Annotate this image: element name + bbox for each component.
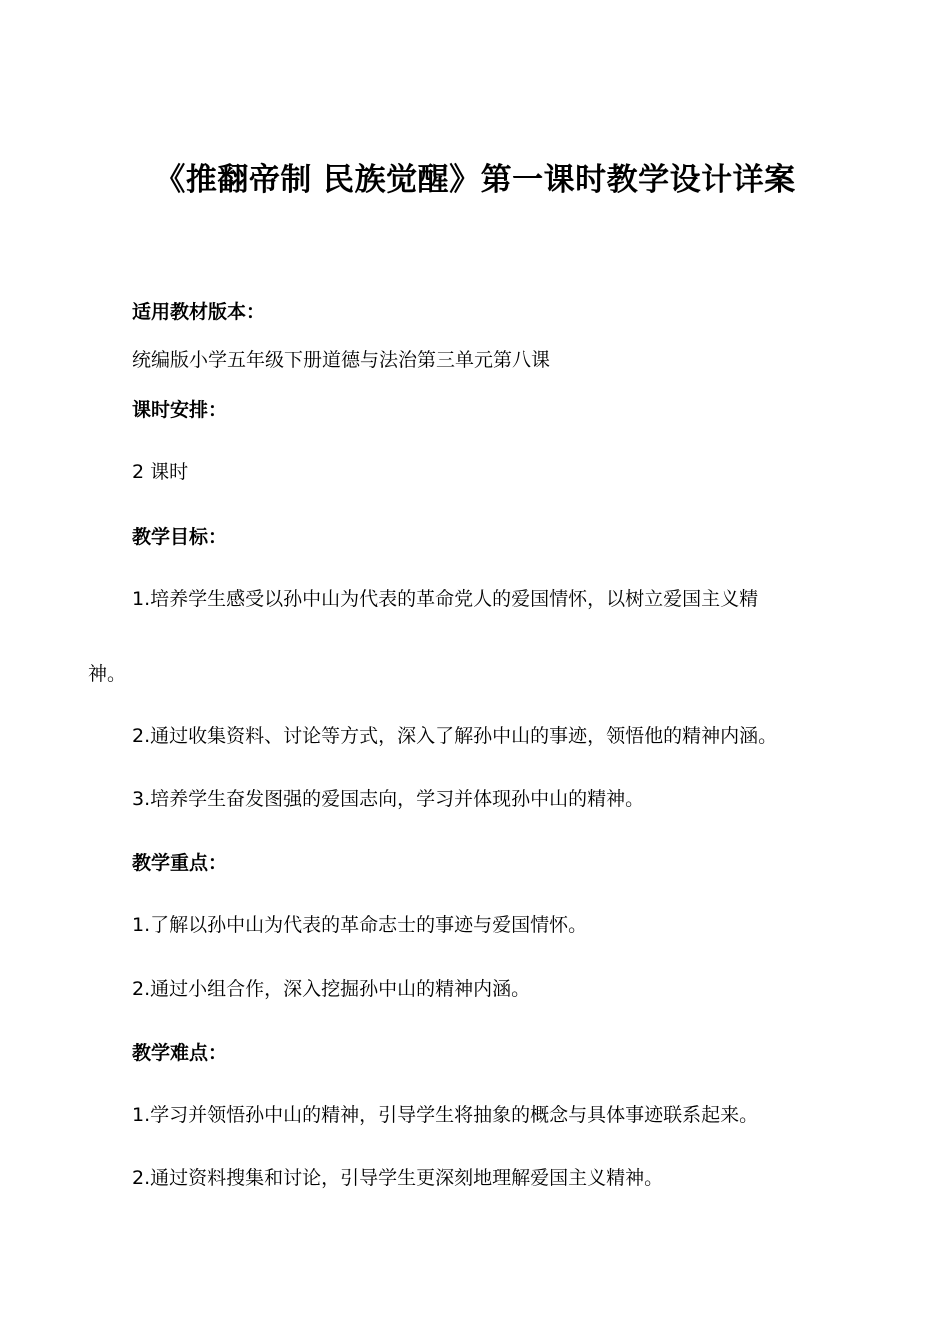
textbook-heading: 适用教材版本： bbox=[132, 301, 266, 323]
goal-item-continuation: 神。 bbox=[88, 663, 127, 685]
goals-heading: 教学目标： bbox=[132, 526, 228, 548]
difficulties-heading: 教学难点： bbox=[132, 1042, 228, 1064]
goal-item: 2.通过收集资料、讨论等方式，深入了解孙中山的事迹，领悟他的精神内涵。 bbox=[132, 725, 778, 747]
goal-item: 1.培养学生感受以孙中山为代表的革命党人的爱国情怀，以树立爱国主义精 bbox=[132, 588, 759, 610]
goal-item: 3.培养学生奋发图强的爱国志向，学习并体现孙中山的精神。 bbox=[132, 788, 645, 810]
key-points-heading: 教学重点： bbox=[132, 852, 228, 874]
key-point-item: 2.通过小组合作，深入挖掘孙中山的精神内涵。 bbox=[132, 978, 531, 1000]
document-title: 《推翻帝制 民族觉醒》第一课时教学设计详案 bbox=[154, 162, 796, 198]
schedule-value: 2 课时 bbox=[132, 461, 189, 483]
difficulty-item: 1.学习并领悟孙中山的精神，引导学生将抽象的概念与具体事迹联系起来。 bbox=[132, 1104, 759, 1126]
difficulty-item: 2.通过资料搜集和讨论，引导学生更深刻地理解爱国主义精神。 bbox=[132, 1167, 664, 1189]
key-point-item: 1.了解以孙中山为代表的革命志士的事迹与爱国情怀。 bbox=[132, 914, 588, 936]
schedule-heading: 课时安排： bbox=[132, 399, 228, 421]
textbook-value: 统编版小学五年级下册道德与法治第三单元第八课 bbox=[132, 349, 551, 371]
